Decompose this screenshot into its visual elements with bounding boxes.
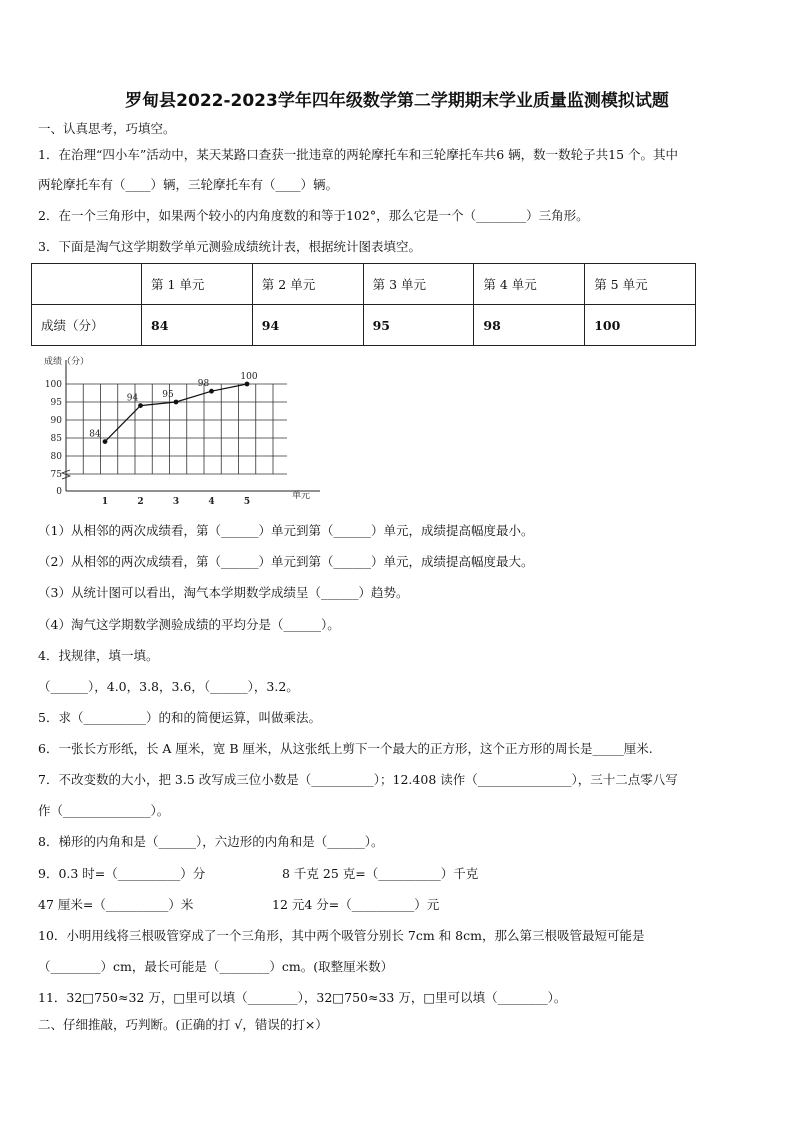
score-table [31, 263, 696, 346]
question-2: 2．在一个三角形中，如果两个较小的内角度数的和等于102°，那么它是一个（________）三角形。 [38, 208, 589, 223]
chart-x-tick-label: 3 [172, 497, 180, 507]
table-header-cell: 第 3 单元 [363, 264, 474, 305]
question-5: 5．求（__________）的和的简便运算，叫做乘法。 [38, 710, 321, 725]
chart-data-point [209, 389, 214, 394]
chart-y-tick-label: 0 [56, 487, 62, 497]
page-title: 罗甸县2022-2023学年四年级数学第二学期期末学业质量监测模拟试题 [125, 91, 669, 111]
chart-x-tick-label: 4 [208, 497, 215, 507]
question-3-sub-1: （1）从相邻的两次成绩看，第（______）单元到第（______）单元，成绩提高幅度最小。 [38, 523, 534, 538]
question-9-d: 12 元4 分=（__________）元 [272, 897, 440, 912]
chart-data-point [138, 403, 143, 408]
chart-data-label: 100 [240, 372, 258, 382]
table-row [32, 305, 696, 346]
chart-x-tick-label: 1 [101, 497, 109, 507]
table-header-cell: 第 5 单元 [585, 264, 696, 305]
question-9-c: 47 厘米=（__________）米 [38, 897, 194, 912]
table-header-cell: 第 1 单元 [142, 264, 253, 305]
chart-data-point [245, 382, 250, 387]
chart-y-tick-label: 80 [50, 452, 62, 462]
table-cell: 98 [474, 305, 585, 346]
chart-data-label: 94 [126, 393, 139, 404]
chart-x-tick-label: 2 [137, 497, 144, 507]
chart-grid [45, 360, 320, 507]
table-row-label: 成绩（分） [32, 305, 142, 346]
question-10-line-2: （________）cm，最长可能是（________）cm。(取整厘米数） [38, 959, 394, 974]
chart-y-tick-label: 75 [50, 470, 62, 480]
chart-marks [89, 372, 258, 444]
chart-data-label: 98 [197, 379, 210, 390]
question-6: 6．一张长方形纸，长 A 厘米，宽 B 厘米，从这张纸上剪下一个最大的正方形，这个正方形的周长是_____厘米. [38, 741, 653, 756]
question-7-line-2: 作（______________）。 [38, 803, 170, 818]
question-9-a: 9．0.3 时=（__________）分 [38, 866, 206, 881]
question-10-line-1: 10．小明用线将三根吸管穿成了一个三角形，其中两个吸管分别长 7cm 和 8cm，那么第三根吸管最短可能是 [38, 928, 645, 943]
table-header-cell: 第 4 单元 [474, 264, 585, 305]
question-8: 8．梯形的内角和是（______），六边形的内角和是（______）。 [38, 834, 384, 849]
chart-x-tick-label: 5 [243, 497, 251, 507]
chart-x-axis-label: 单元 [292, 491, 311, 501]
score-line-chart [30, 352, 330, 510]
chart-data-point [174, 400, 179, 405]
chart-y-tick-label: 85 [50, 434, 62, 444]
question-4-line-1: 4．找规律，填一填。 [38, 648, 159, 663]
table-cell: 95 [363, 305, 474, 346]
question-4-line-2: （______），4.0，3.8，3.6，（______），3.2。 [38, 679, 299, 694]
chart-y-tick-label: 95 [50, 398, 62, 408]
table-cell: 84 [142, 305, 253, 346]
question-3-sub-2: （2）从相邻的两次成绩看，第（______）单元到第（______）单元，成绩提高幅度最大。 [38, 554, 534, 569]
section-heading-2: 二、仔细推敲，巧判断。(正确的打 √，错误的打×） [38, 1017, 328, 1032]
chart-y-tick-label: 100 [44, 380, 62, 390]
question-3: 3．下面是淘气这学期数学单元测验成绩统计表，根据统计图表填空。 [38, 239, 421, 254]
table-cell: 94 [252, 305, 363, 346]
table-header-cell [32, 264, 142, 305]
question-1-line-2: 两轮摩托车有（____）辆，三轮摩托车有（____）辆。 [38, 177, 339, 192]
section-heading-1: 一、认真思考，巧填空。 [38, 121, 176, 136]
question-3-sub-4: （4）淘气这学期数学测验成绩的平均分是（______）。 [38, 617, 340, 632]
chart-data-label: 84 [89, 429, 101, 440]
table-cell: 100 [585, 305, 696, 346]
chart-y-tick-label: 90 [50, 416, 62, 426]
chart-axis-break-mark [62, 470, 70, 479]
chart-data-point [103, 439, 108, 444]
chart-y-axis-label: 成绩（分） [44, 357, 90, 367]
question-9-b: 8 千克 25 克=（__________）千克 [282, 866, 479, 881]
question-7-line-1: 7．不改变数的大小，把 3.5 改写成三位小数是（__________）；12.408 读作（_______________），三十二点零八写 [38, 772, 678, 787]
question-11: 11．32□750≈32 万，□里可以填（________），32□750≈33 万，□里可以填（________）。 [38, 990, 567, 1005]
table-header-row [32, 264, 696, 305]
question-3-sub-3: （3）从统计图可以看出，淘气本学期数学成绩呈（______）趋势。 [38, 585, 409, 600]
question-1-line-1: 1．在治理“四小车”活动中，某天某路口查获一批违章的两轮摩托车和三轮摩托车共6 辆，数一数轮子共15 个。其中 [38, 147, 679, 162]
table-header-cell: 第 2 单元 [252, 264, 363, 305]
chart-data-label: 95 [162, 390, 174, 400]
